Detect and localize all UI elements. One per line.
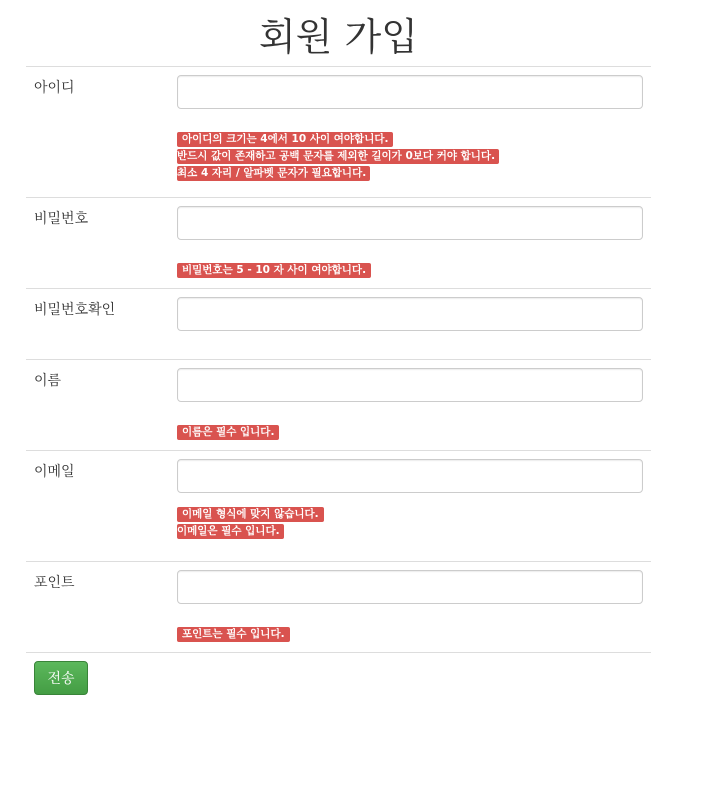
page-title: 회원 가입 [26, 0, 651, 67]
error-message: 포인트는 필수 입니다. [177, 627, 290, 642]
password-input[interactable] [177, 206, 643, 240]
name-errors [177, 425, 279, 442]
row-point [26, 562, 651, 653]
submit-button[interactable]: 전송 [34, 661, 88, 695]
name-label: 이름 [34, 373, 62, 389]
point-label: 포인트 [34, 575, 75, 591]
row-email [26, 451, 651, 562]
row-password-confirm [26, 289, 651, 360]
password-errors [177, 263, 371, 280]
submit-row [26, 653, 651, 703]
error-message: 아이디의 크기는 4에서 10 사이 여야합니다. [177, 132, 393, 147]
error-message: 반드시 값이 존재하고 공백 문자를 제외한 길이가 0보다 커야 합니다. [177, 149, 499, 164]
error-message: 이메일 형식에 맞지 않습니다. [177, 507, 324, 522]
error-message: 최소 4 자리 / 알파벳 문자가 필요합니다. [177, 166, 370, 181]
email-label: 이메일 [34, 464, 75, 480]
username-errors [177, 132, 499, 183]
password-label: 비밀번호 [34, 211, 89, 227]
row-username [26, 67, 651, 198]
error-message: 이메일은 필수 입니다. [177, 524, 284, 539]
username-input[interactable] [177, 75, 643, 109]
name-input[interactable] [177, 368, 643, 402]
password-confirm-label: 비밀번호확인 [34, 302, 116, 318]
email-errors [177, 507, 324, 541]
username-label: 아이디 [34, 80, 75, 96]
error-message: 이름은 필수 입니다. [177, 425, 279, 440]
signup-container [26, 0, 651, 703]
email-input[interactable] [177, 459, 643, 493]
password-confirm-input[interactable] [177, 297, 643, 331]
row-password [26, 198, 651, 289]
point-errors [177, 627, 290, 644]
error-message: 비밀번호는 5 - 10 자 사이 여야합니다. [177, 263, 371, 278]
point-input[interactable] [177, 570, 643, 604]
row-name [26, 360, 651, 451]
